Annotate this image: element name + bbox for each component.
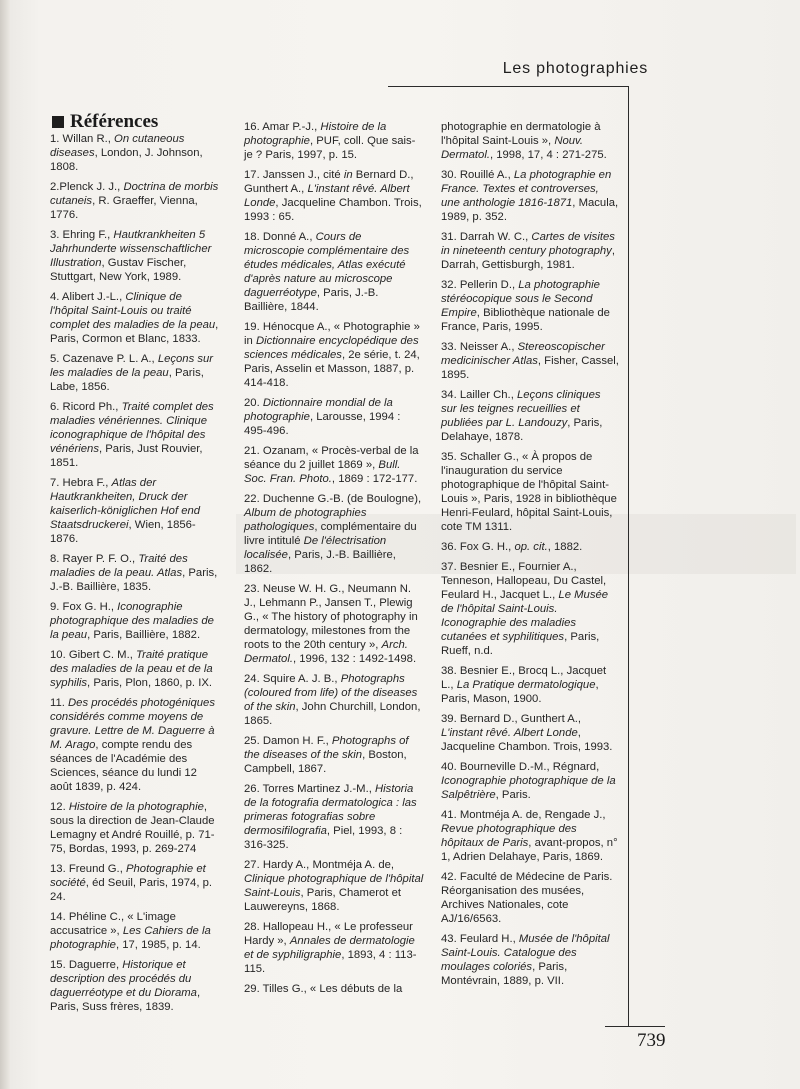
reference-title-text: Histoire de la photographie (68, 801, 204, 813)
reference-entry (50, 290, 222, 346)
reference-text: , Fisher, Cassel, 1895. (441, 355, 619, 381)
reference-title-text: Traité complet des maladies vénériennes. Clinique iconographique de l'hôpital des vénériens (50, 401, 214, 455)
reference-text: 35. Schaller G., « À propos de l'inauguration du service photographique de l'hôpital Saint-Louis », Paris, 1928 in bibliothèque Henri-Feulard, hôpital Saint-Louis, cote TM 1311. (441, 451, 617, 533)
reference-text: 7. Hebra F., (50, 477, 112, 489)
reference-text: , Paris. (495, 789, 531, 801)
reference-entry (244, 582, 424, 666)
reference-text: , Paris, Chamerot et Lauwereyns, 1868. (244, 887, 401, 913)
reference-title-text: Des procédés photogéniques considérés comme moyens de gravure. Lettre de M. Daguerre à M. Arago (50, 697, 215, 751)
reference-title-text: Bull. Soc. Fran. Photo. (244, 459, 401, 485)
reference-entry (50, 180, 222, 222)
reference-text: 12. (50, 801, 69, 813)
reference-title-text: Traité des maladies de la peau. Atlas (50, 553, 188, 579)
reference-text: 40. Bourneville D.-M., Régnard, (441, 761, 600, 773)
reference-entry (441, 932, 619, 988)
reference-entry (441, 340, 619, 382)
reference-entry (244, 230, 424, 314)
reference-list-column-1 (50, 132, 222, 1014)
reference-text: , avant-propos, n° 1, Adrien Delahaye, Paris, 1869. (441, 837, 618, 863)
reference-title-text: Dictionnaire encyclopédique des sciences médicales (244, 335, 419, 361)
reference-text: 6. Ricord Ph., (50, 401, 122, 413)
reference-text: 22. Duchenne G.-B. (de Boulogne), (244, 493, 422, 505)
reference-title-text: Iconographie photographique de la Salpêtrière (441, 775, 616, 801)
reference-title-text: De l'électrisation localisée (244, 535, 387, 561)
reference-text: , Paris, Baillière, 1882. (87, 629, 201, 641)
reference-list-column-3 (441, 120, 619, 988)
reference-entry (50, 476, 222, 546)
reference-title-text: Clinique de l'hôpital Saint-Louis ou traité complet des maladies de la peau (50, 291, 216, 331)
reference-title-text: Cours de microscopie complémentaire des études médicales, Atlas exécuté d'après nature au microscope daguerréotype (244, 231, 410, 299)
reference-entry (244, 168, 424, 224)
reference-title-text: Traité pratique des maladies de la peau et de la syphilis (50, 649, 213, 689)
reference-text: , R. Graeffer, Vienna, 1776. (50, 195, 198, 221)
reference-text: , Macula, 1989, p. 352. (441, 197, 619, 223)
reference-title-text: L'instant rêvé. Albert Londe (244, 183, 410, 209)
reference-text: 9. Fox G. H., (50, 601, 118, 613)
reference-text: , Paris, J.-B. Baillière, 1862. (244, 549, 396, 575)
reference-text: 38. Besnier E., Brocq L., Jacquet L., (441, 665, 607, 691)
reference-text: 20. (244, 397, 263, 409)
reference-text: , Bibliothèque nationale de France, Paris, 1995. (441, 307, 610, 333)
reference-text: 21. Ozanam, « Procès-verbal de la séance du 2 juillet 1869 », (244, 445, 419, 471)
reference-entry (244, 920, 424, 976)
reference-entry (244, 672, 424, 728)
reference-text: 2.Plenck J. J., (50, 181, 124, 193)
reference-text: 29. Tilles G., « Les débuts de la (244, 983, 403, 995)
reference-title-text: Album de photographies pathologiques (244, 507, 367, 533)
reference-text: , 1998, 17, 4 : 271-275. (489, 149, 607, 161)
reference-text: 37. Besnier E., Fournier A., Tenneson, Hallopeau, Du Castel, Feulard H., Jacquet L., (441, 561, 607, 601)
references-title (52, 111, 222, 132)
reference-title-text: Dictionnaire mondial de la photographie (244, 397, 393, 423)
reference-text: , 1996, 132 : 1492-1498. (292, 653, 417, 665)
reference-entry (50, 910, 222, 952)
reference-entry (50, 958, 222, 1014)
reference-text: 10. Gibert C. M., (50, 649, 137, 661)
margin-vertical-rule (628, 86, 629, 1026)
reference-text: , John Churchill, London, 1865. (244, 701, 421, 727)
reference-text: , Paris, Delahaye, 1878. (441, 417, 603, 443)
reference-entry (244, 492, 424, 576)
reference-text: 4. Alibert J.-L., (50, 291, 126, 303)
reference-text: , Paris, Just Rouvier, 1851. (50, 443, 203, 469)
reference-text: 36. Fox G. H., (441, 541, 515, 553)
reference-entry (244, 734, 424, 776)
reference-title-text: Historique et description des procédés du daguerréotype et du Diorama (50, 959, 197, 999)
reference-entry (441, 664, 619, 706)
reference-text: , Gustav Fischer, Stuttgart, New York, 1989. (50, 257, 187, 283)
reference-title-text: Clinique photographique de l'hôpital Saint-Louis (244, 873, 424, 899)
reference-title-text: La photographie en France. Textes et controverses, une anthologie 1816-1871 (441, 169, 612, 209)
reference-entry (244, 120, 424, 162)
reference-entry (244, 444, 424, 486)
reference-entry (441, 540, 619, 554)
reference-title-text: Photographs of the diseases of the skin (244, 735, 409, 761)
reference-entry (441, 870, 619, 926)
reference-text: 24. Squire A. J. B., (244, 673, 341, 685)
reference-text: , Wien, 1856-1876. (50, 519, 196, 545)
reference-title-text: La photographie stéréocopique sous le Second Empire (441, 279, 600, 319)
reference-text: , Paris, Labe, 1856. (50, 367, 204, 393)
reference-text: , Paris, Plon, 1860, p. IX. (87, 677, 213, 689)
reference-title-text: Leçons sur les maladies de la peau (50, 353, 214, 379)
reference-text: 42. Faculté de Médecine de Paris. Réorganisation des musées, Archives Nationales, cote AJ/16/6563. (441, 871, 613, 925)
reference-entry (50, 800, 222, 856)
reference-text: , Piel, 1993, 8 : 316-325. (244, 825, 403, 851)
reference-entry (244, 396, 424, 438)
reference-text: 33. Neisser A., (441, 341, 518, 353)
references-column-3 (441, 120, 619, 994)
reference-entry (244, 858, 424, 914)
references-heading: Références (70, 111, 159, 132)
reference-entry (441, 808, 619, 864)
reference-entry (50, 352, 222, 394)
page-gutter-shadow (0, 0, 10, 1089)
reference-text: 5. Cazenave P. L. A., (50, 353, 158, 365)
reference-title-text: Historia de la fotografia dermatologica : las primeras fotografias sobre dermosifilografia (244, 783, 417, 837)
reference-entry (244, 320, 424, 390)
reference-entry (441, 560, 619, 658)
reference-entry (441, 230, 619, 272)
reference-entry (441, 168, 619, 224)
reference-text: 25. Damon H. F., (244, 735, 332, 747)
reference-text: , 1869 : 172-177. (331, 473, 418, 485)
reference-title-text: Atlas der Hautkrankheiten, Druck der kaiserlich-königlichen Hof end Staatsdruckerei (50, 477, 201, 531)
reference-entry (441, 712, 619, 754)
reference-entry (50, 696, 222, 794)
reference-entry (50, 648, 222, 690)
reference-text: , Paris, J.-B. Baillière, 1835. (50, 567, 218, 593)
reference-entry (244, 782, 424, 852)
reference-entry (50, 552, 222, 594)
reference-text: , Jacqueline Chambon. Trois, 1993. (441, 727, 613, 753)
reference-text: 15. Daguerre, (50, 959, 123, 971)
reference-title-text: Histoire de la photographie (244, 121, 387, 147)
reference-entry (50, 228, 222, 284)
reference-text: 32. Pellerin D., (441, 279, 519, 291)
reference-text: , PUF, coll. Que sais-je ? Paris, 1997, p. 15. (244, 135, 416, 161)
reference-text: , Paris, Montévrain, 1889, p. VII. (441, 961, 568, 987)
reference-text: 31. Darrah W. C., (441, 231, 532, 243)
reference-entry (50, 400, 222, 470)
reference-text: , Larousse, 1994 : 495-496. (244, 411, 401, 437)
reference-text: 23. Neuse W. H. G., Neumann N. J., Lehmann P., Jansen T., Plewig G., « The history of photography in dermatology, milestones from the roots to the 20th century », (244, 583, 418, 651)
reference-title-text: Nouv. Dermatol. (441, 135, 583, 161)
reference-title-text: La Pratique dermatologique (456, 679, 596, 691)
footer-rule (605, 1026, 665, 1027)
reference-title-text: Le Musée de l'hôpital Saint-Louis. Iconographie des maladies cutanées et syphilitiques (441, 589, 609, 643)
reference-title-text: Iconographie photographique des maladies de la peau (50, 601, 214, 641)
reference-title-text: Revue photographique des hôpitaux de Paris (441, 823, 577, 849)
reference-text: , Paris, Rueff, n.d. (441, 631, 600, 657)
reference-text: , 17, 1985, p. 14. (115, 939, 201, 951)
reference-text: 27. Hardy A., Montméja A. de, (244, 859, 395, 871)
reference-text: 13. Freund G., (50, 863, 126, 875)
reference-text: , éd Seuil, Paris, 1974, p. 24. (50, 877, 213, 903)
reference-text: , Paris, Cormon et Blanc, 1833. (50, 319, 219, 345)
reference-entry (441, 760, 619, 802)
reference-text: 8. Rayer P. F. O., (50, 553, 139, 565)
reference-text: , Paris, Suss frères, 1839. (50, 987, 201, 1013)
reference-text: 30. Rouillé A., (441, 169, 514, 181)
reference-text: , Paris, J.-B. Baillière, 1844. (244, 287, 379, 313)
reference-text: 19. Hénocque A., « Photographie » in (244, 321, 420, 347)
reference-text: , 1882. (547, 541, 583, 553)
references-column-2 (244, 120, 424, 1002)
reference-title-text: Leçons cliniques sur les teignes recueillies et publiées par L. Landouzy (441, 389, 601, 429)
reference-entry (50, 862, 222, 904)
reference-text: 39. Bernard D., Gunthert A., (441, 713, 582, 725)
reference-entry (441, 388, 619, 444)
reference-list-column-2 (244, 120, 424, 996)
reference-text: , Darrah, Gettisburgh, 1981. (441, 245, 615, 271)
reference-title-text: Cartes de visites in nineteenth century photography (441, 231, 615, 257)
reference-text: 43. Feulard H., (441, 933, 519, 945)
reference-title-text: L'instant rêvé. Albert Londe (441, 727, 578, 739)
reference-text: photographie en dermatologie à l'hôpital Saint-Louis », (441, 121, 601, 147)
page-number: 739 (637, 1030, 666, 1051)
reference-text: , compte rendu des séances de l'Académie des Sciences, séance du lundi 12 août 1839, p. 424. (50, 739, 197, 793)
reference-text: , 1893, 4 : 113-115. (244, 949, 417, 975)
reference-title-text: Doctrina de morbis cutaneis (50, 181, 219, 207)
reference-entry (50, 600, 222, 642)
reference-title-text: Hautkrankheiten 5 Jahrhunderte wissenschaftlicher Illustration (50, 229, 212, 269)
reference-text: 18. Donné A., (244, 231, 316, 243)
reference-title-text: Annales de dermatologie et de syphiligraphie (244, 935, 415, 961)
header-rule (388, 86, 628, 87)
reference-title-text: Photographs (coloured from life) of the diseases of the skin (244, 673, 418, 713)
reference-text: 1. Willan R., (50, 133, 115, 145)
reference-text: , London, J. Johnson, 1808. (50, 147, 203, 173)
reference-text: 16. Amar P.-J., (244, 121, 321, 133)
square-bullet-icon (52, 116, 64, 128)
references-column-1 (50, 111, 222, 1020)
reference-title-text: Musée de l'hôpital Saint-Louis. Catalogue des moulages coloriés (441, 933, 610, 973)
reference-text: 34. Lailler Ch., (441, 389, 517, 401)
reference-entry (244, 982, 424, 996)
reference-text: Bernard D., Gunthert A., (244, 169, 414, 195)
reference-entry (441, 120, 619, 162)
reference-title-text: Arch. Dermatol. (244, 639, 408, 665)
reference-entry (441, 450, 619, 534)
reference-text: , sous la direction de Jean-Claude Lemagny et André Rouillé, p. 71-75, Bordas, 1993, p. 269-274 (50, 801, 215, 855)
reference-text: 14. Phéline C., « L'image accusatrice », (50, 911, 176, 937)
reference-text: , Boston, Campbell, 1867. (244, 749, 407, 775)
reference-text: 26. Torres Martinez J.-M., (244, 783, 375, 795)
reference-text: 41. Montméja A. de, Rengade J., (441, 809, 606, 821)
reference-text: 28. Hallopeau H., « Le professeur Hardy », (244, 921, 413, 947)
reference-title-text: On cutaneous diseases (50, 133, 185, 159)
reference-entry (50, 132, 222, 174)
reference-entry (441, 278, 619, 334)
reference-text: , complémentaire du livre intitulé (244, 521, 417, 547)
reference-text: 3. Ehring F., (50, 229, 114, 241)
reference-title-text: in (343, 169, 353, 181)
reference-title-text: Stereoscopischer medicinischer Atlas (441, 341, 605, 367)
reference-title-text: op. cit. (514, 541, 548, 553)
reference-title-text: Les Cahiers de la photographie (50, 925, 211, 951)
reference-text: , 2e série, t. 24, Paris, Asselin et Masson, 1887, p. 414-418. (244, 349, 420, 389)
reference-text: 17. Janssen J., cité (244, 169, 344, 181)
running-header-title: Les photographies (502, 60, 648, 77)
reference-text: , Paris, Mason, 1900. (441, 679, 599, 705)
reference-text: , Jacqueline Chambon. Trois, 1993 : 65. (244, 197, 422, 223)
reference-text: 11. (50, 697, 69, 709)
reference-title-text: Photographie et société (50, 863, 206, 889)
